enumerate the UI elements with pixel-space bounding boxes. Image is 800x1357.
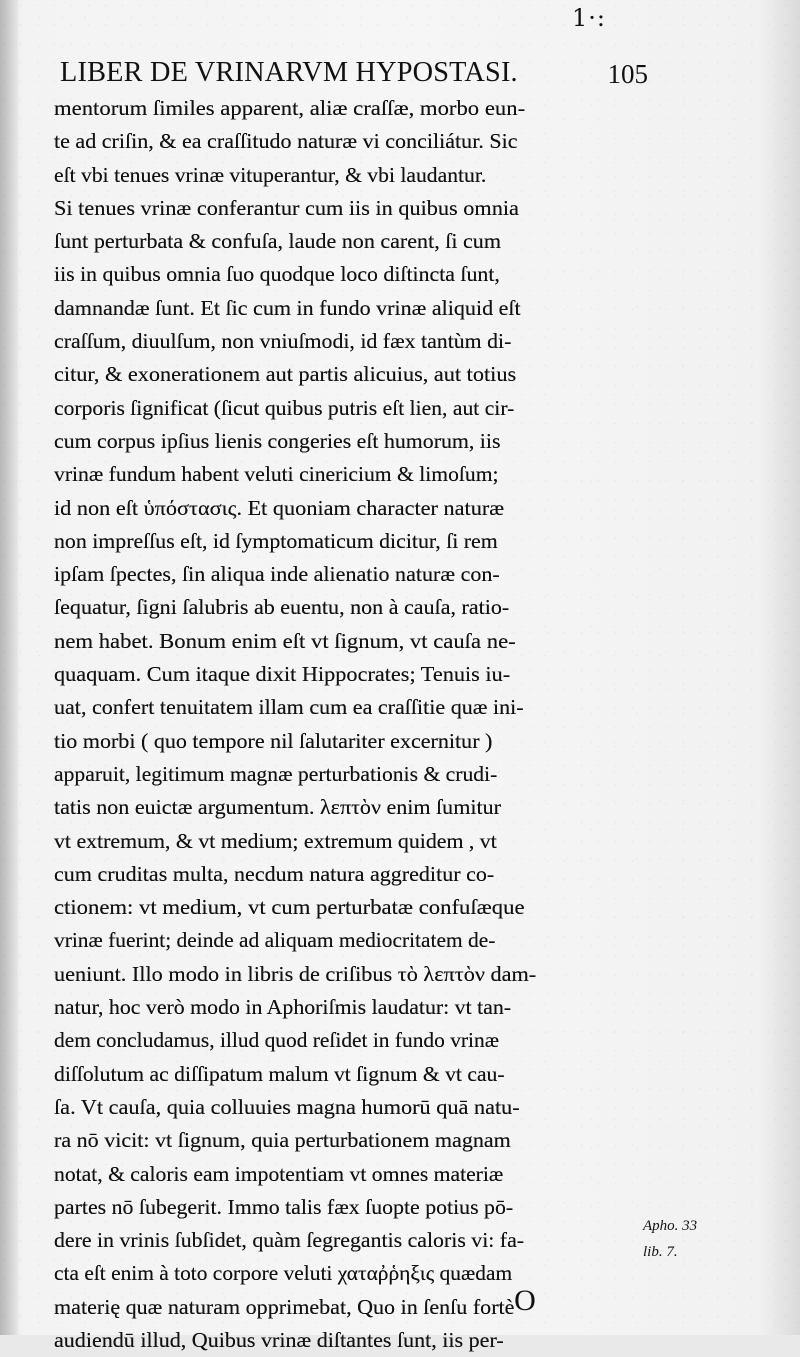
text-line: nem habet. Bonum enim eſt vt ſignum, vt cauſa ne-: [54, 628, 516, 653]
text-line: cum corpus ipſius lienis congeries eſt humorum, iis: [54, 428, 501, 453]
text-line: quaquam. Cum itaque dixit Hippocrates; Tenuis iu-: [54, 662, 511, 687]
text-line: vt extremum, & vt medium; extremum quidem , vt: [54, 828, 497, 853]
text-line: ctionem: vt medium, vt cum perturbatæ confuſæque: [54, 895, 525, 920]
text-line: dem concludamus, illud quod reſidet in fundo vrinæ: [54, 1028, 499, 1053]
text-line: corporis ſignificat (ſicut quibus putris eſt lien, aut cir-: [54, 395, 515, 420]
text-line: non impreſſus eſt, id ſymptomaticum dicitur, ſi rem: [54, 528, 498, 553]
signature-mark: O: [514, 1284, 536, 1317]
text-line: tio morbi ( quo tempore nil ſalutariter excernitur ): [54, 728, 493, 753]
text-line: damnandæ ſunt. Et ſic cum in fundo vrinæ aliquid eſt: [54, 295, 521, 320]
text-line: eſt vbi tenues vrinæ vituperantur, & vbi laudantur.: [54, 162, 487, 187]
binding-shadow: [0, 0, 18, 1335]
text-line: citur, & exonerationem aut partis alicuius, aut totius: [54, 362, 517, 387]
text-line: audiendū illud, Quibus vrinæ diſtantes ſunt, iis per-: [54, 1327, 504, 1352]
text-line: cta eſt enim à toto corpore veluti χαταῤῥηξις quædam: [54, 1261, 513, 1286]
text-line: te ad criſin, & ea craſſitudo naturæ vi conciliátur. Sic: [54, 129, 518, 154]
text-line: ſequatur, ſigni ſalubris ab euentu, non à cauſa, ratio-: [54, 595, 510, 620]
main-text-block: [54, 92, 634, 1357]
text-line: vrinæ fundum habent veluti cinericium & limoſum;: [54, 462, 499, 487]
text-line: materię quæ naturam opprimebat, Quo in ſenſu fortè: [54, 1294, 515, 1319]
text-line: diſſolutum ac diſſipatum malum vt ſignum & vt cau-: [54, 1061, 505, 1086]
corner-mark: 1·:: [572, 4, 606, 32]
text-line: apparuit, legitimum magnæ perturbationis & crudi-: [54, 761, 498, 786]
text-line: cum cruditas multa, necdum natura aggreditur co-: [54, 861, 495, 886]
page-number: 105: [607, 59, 648, 89]
text-line: vrinæ fuerint; deinde ad aliquam mediocritatem de-: [54, 928, 496, 953]
text-line: uat, confert tenuitatem illam cum ea craſſitie quæ ini-: [54, 695, 524, 720]
text-line: partes nō ſubegerit. Immo talis fæx ſuopte potius pō-: [54, 1194, 514, 1219]
text-line: ra nō vicit: vt ſignum, quia perturbationem magnam: [54, 1128, 511, 1153]
text-line: ſa. Vt cauſa, quia colluuies magna humorū quā natu-: [54, 1094, 520, 1119]
text-line: tatis non euictæ argumentum. λεπτὸν enim ſumitur: [54, 795, 501, 820]
marginal-note-line: Apho. 33: [643, 1218, 698, 1234]
text-line: ipſam ſpectes, ſin aliqua inde alienatio naturæ con-: [54, 562, 500, 587]
text-line: Si tenues vrinæ conferantur cum iis in quibus omnia: [54, 195, 519, 220]
text-line: notat, & caloris eam impotentiam vt omnes materiæ: [54, 1161, 504, 1186]
text-line: ueniunt. Illo modo in libris de criſibus τὸ λεπτὸν dam-: [54, 961, 537, 986]
text-line: id non eſt ὑπόστασις. Et quoniam character naturæ: [54, 495, 505, 520]
marginal-note: [643, 1213, 715, 1265]
text-line: mentorum ſimiles apparent, aliæ craſſæ, morbo eun-: [54, 96, 526, 120]
text-line: dere in vrinis ſubſidet, quàm ſegregantis caloris vi: fa-: [54, 1228, 525, 1253]
marginal-note-line: lib. 7.: [643, 1244, 678, 1260]
text-line: craſſum, diuulſum, non vniuſmodi, id fæx tantùm di-: [54, 329, 512, 354]
running-title: LIBER DE VRINARVM HYPOSTASI.: [60, 57, 518, 88]
text-line: iis in quibus omnia ſuo quodque loco diſtincta ſunt,: [54, 262, 500, 287]
text-line: natur, hoc verò modo in Aphoriſmis laudatur: vt tan-: [54, 995, 512, 1020]
text-line: ſunt perturbata & confuſa, laude non carent, ſi cum: [54, 229, 501, 254]
